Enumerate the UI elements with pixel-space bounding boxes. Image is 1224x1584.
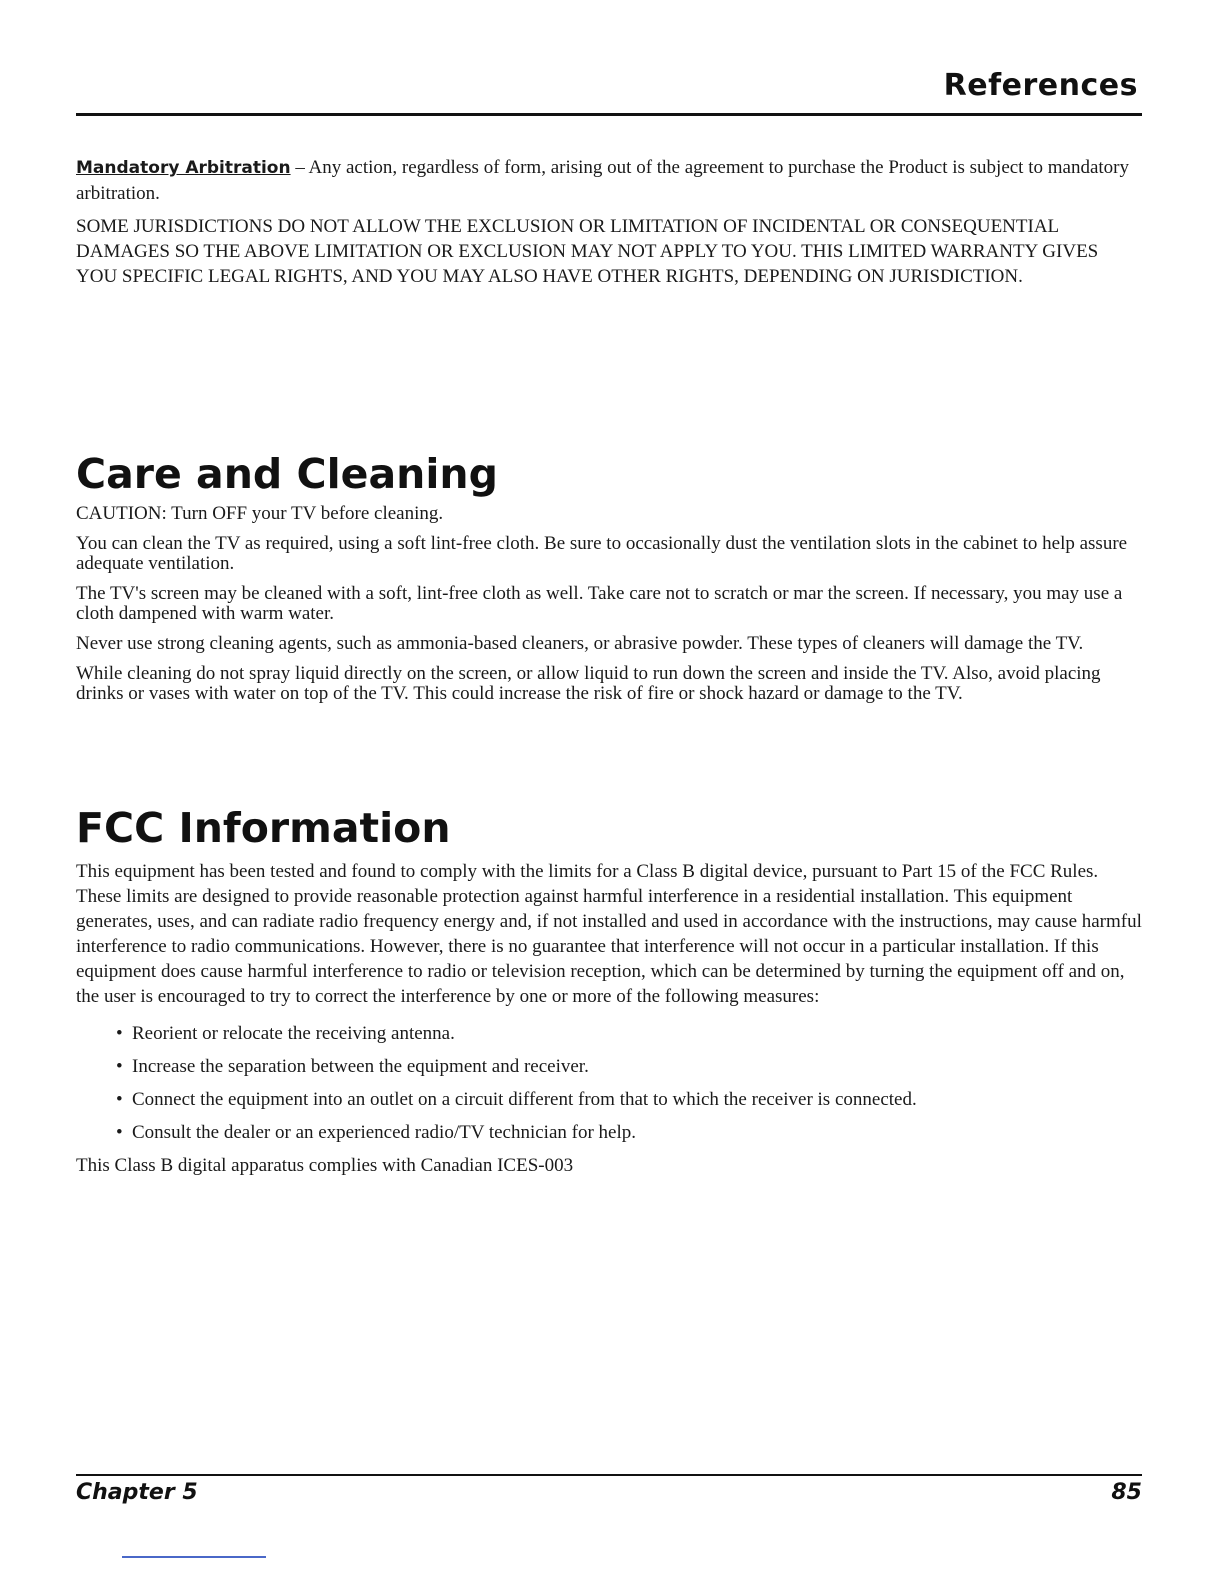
footer-chapter-label: Chapter 5 [76, 1480, 198, 1505]
care-cleaning-section [76, 504, 1142, 714]
fcc-measures-list [76, 1021, 1142, 1145]
bullet-icon: • [116, 1089, 123, 1110]
scan-artifact-line [122, 1556, 266, 1558]
bullet-icon: • [116, 1023, 123, 1044]
header-divider [76, 113, 1142, 116]
running-header-title: References [943, 68, 1138, 103]
arbitration-text: – Any action, regardless of form, arising out of the agreement to purchase the Product is subject to mandatory arbitration. [76, 157, 1129, 204]
list-item: • Reorient or relocate the receiving antenna. [116, 1023, 455, 1044]
care-paragraph: Never use strong cleaning agents, such as ammonia-based cleaners, or abrasive powder. These types of cleaners will damage the TV. [76, 633, 1084, 654]
fcc-information-heading: FCC Information [76, 804, 451, 852]
bullet-icon: • [116, 1122, 123, 1143]
jurisdiction-disclaimer: SOME JURISDICTIONS DO NOT ALLOW THE EXCLUSION OR LIMITATION OF INCIDENTAL OR CONSEQUENTIAL DAMAGES SO THE ABOVE LIMITATION OR EXCLUSION MAY NOT APPLY TO YOU. THIS LIMITED WARRANTY GIVES YOU SPECIFIC LEGAL RIGHTS, AND YOU MAY ALSO HAVE OTHER RIGHTS, DEPENDING ON JURISDICTION. [76, 216, 1099, 287]
canada-compliance-text: This Class B digital apparatus complies with Canadian ICES-003 [76, 1155, 574, 1176]
list-item: • Consult the dealer or an experienced radio/TV technician for help. [116, 1122, 637, 1143]
care-paragraph: The TV's screen may be cleaned with a soft, lint-free cloth as well. Take care not to scratch or mar the screen. If necessary, you may use a cloth dampened with warm water. [76, 583, 1123, 624]
fcc-information-section [76, 859, 1142, 1186]
warranty-continuation [76, 155, 1142, 297]
caution-text: CAUTION: Turn OFF your TV before cleaning. [76, 503, 444, 524]
care-paragraph: While cleaning do not spray liquid directly on the screen, or allow liquid to run down the screen and inside the TV. Also, avoid placing drinks or vases with water on top of the TV. This could increase the risk of fire or shock hazard or damage to the TV. [76, 663, 1101, 704]
arbitration-term: Mandatory Arbitration [76, 158, 291, 178]
bullet-icon: • [116, 1056, 123, 1077]
footer-divider [76, 1474, 1142, 1476]
arbitration-paragraph [76, 155, 1142, 206]
list-item: • Increase the separation between the equipment and receiver. [116, 1056, 589, 1077]
care-cleaning-heading: Care and Cleaning [76, 450, 498, 498]
list-item: • Connect the equipment into an outlet on a circuit different from that to which the receiver is connected. [116, 1089, 917, 1110]
fcc-intro-paragraph: This equipment has been tested and found to comply with the limits for a Class B digital device, pursuant to Part 15 of the FCC Rules. These limits are designed to provide reasonable protection against harmful interference in a residential installation. This equipment generates, uses, and can radiate radio frequency energy and, if not installed and used in accordance with the instructions, may cause harmful interference to radio communications. However, there is no guarantee that interference will not occur in a particular installation. If this equipment does cause harmful interference to radio or television reception, which can be determined by turning the equipment off and on, the user is encouraged to try to correct the interference by one or more of the following measures: [76, 861, 1142, 1007]
care-paragraph: You can clean the TV as required, using a soft lint-free cloth. Be sure to occasionally dust the ventilation slots in the cabinet to help assure adequate ventilation. [76, 533, 1128, 574]
page-number: 85 [1111, 1480, 1142, 1505]
